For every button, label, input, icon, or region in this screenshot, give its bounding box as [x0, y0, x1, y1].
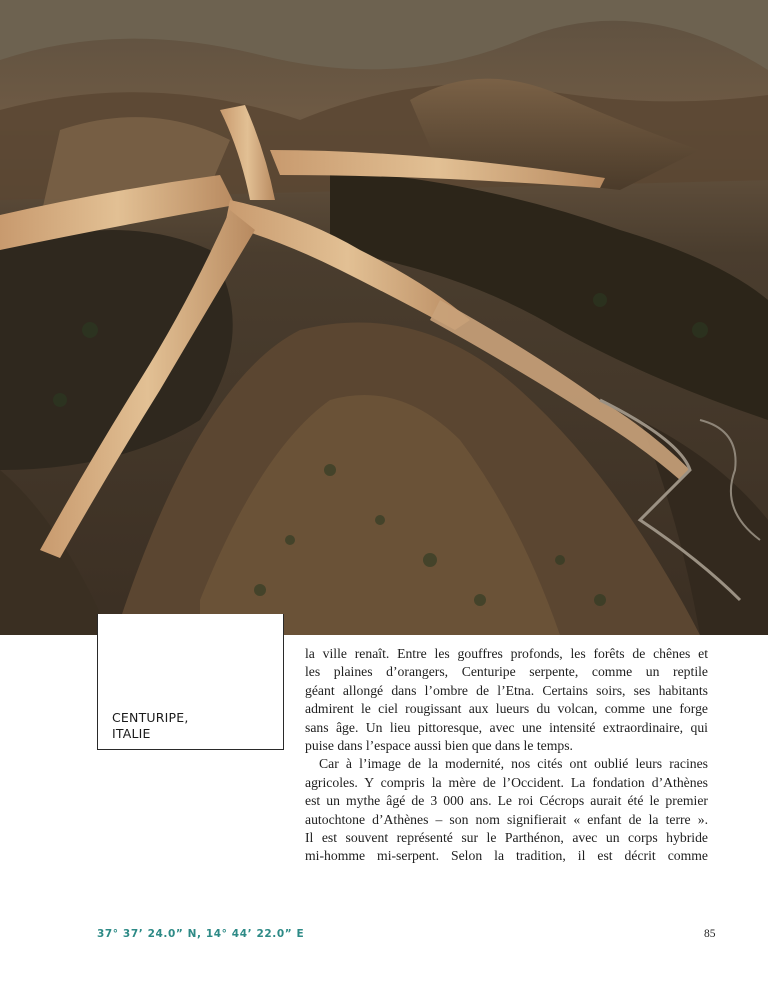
body-line: sans âge. Un lieu pittoresque, avec une intensité extraordinaire, qui	[305, 719, 708, 735]
body-line: la ville renaît. Entre les gouffres profonds, les forêts de chênes et	[305, 646, 708, 661]
body-line: admirent le ciel rougissant aux lueurs du volcan, comme une forge	[305, 701, 708, 717]
photo-caption-box	[97, 614, 284, 750]
gps-coordinates: 37° 37’ 24.0” N, 14° 44’ 22.0” E	[97, 928, 305, 940]
caption-country: ITALIE	[112, 726, 151, 741]
body-line: est un mythe âgé de 3 000 ans. Le roi Cécrops aurait été le premier	[305, 793, 708, 809]
article-body	[305, 645, 708, 866]
body-line: Il est souvent représenté sur le Parthénon, avec un corps hybride	[305, 830, 708, 846]
page-number: 85	[704, 928, 716, 940]
body-line: Car à l’image de la modernité, nos cités ont oublié leurs racines	[319, 756, 708, 772]
body-line: géant allongé dans l’ombre de l’Etna. Certains soirs, ses habitants	[305, 682, 708, 698]
body-line: autochtone d’Athènes – son nom signifierait « enfant de la terre ».	[305, 811, 708, 827]
caption-place: CENTURIPE,	[112, 710, 189, 725]
body-line: mi-homme mi-serpent. Selon la tradition, il est décrit comme	[305, 848, 708, 864]
body-line: puise dans l’espace aussi bien que dans le temps.	[305, 738, 573, 754]
body-line: agricoles. Y compris la mère de l’Occident. La fondation d’Athènes	[305, 774, 708, 790]
body-line: les plaines d’orangers, Centuripe serpente, comme un reptile	[305, 664, 708, 680]
photo-caption	[112, 710, 277, 742]
